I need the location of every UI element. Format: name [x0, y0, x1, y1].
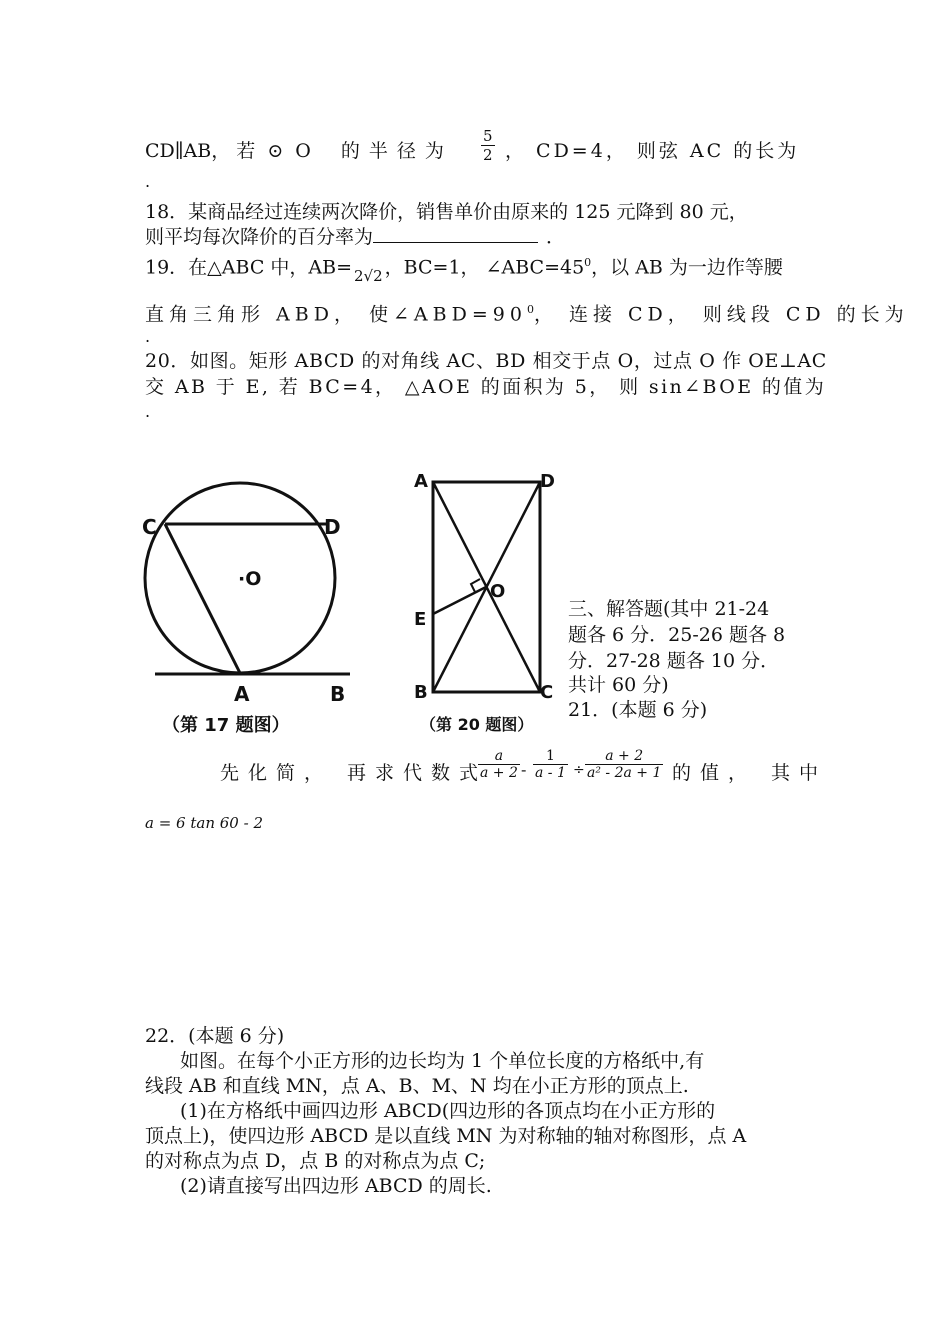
q21-f3-num: a + 2 — [585, 748, 663, 765]
q21-fraction-3 — [585, 748, 663, 781]
q17-end: . — [145, 172, 151, 191]
q18-text: 则平均每次降价的百分率为 — [145, 226, 374, 248]
fig17-point-a: A — [234, 682, 250, 706]
q21-divide: ÷ — [573, 762, 585, 778]
q19-part-a: 19．在△ABC 中，AB= — [145, 256, 353, 279]
q21-value: a = 6 tan 60 - 2 — [145, 814, 263, 832]
fig20-point-d: D — [540, 471, 555, 492]
fig20-caption: （第 20 题图） — [420, 715, 534, 734]
q22-p2-line1: (1)在方格纸中画四边形 ABCD(四边形的各顶点均在小正方形的 — [180, 1100, 716, 1122]
q17-radius-fraction — [481, 127, 495, 164]
q20-line2: 交 AB 于 E, 若 BC=4， △AOE 的面积为 5， 则 sin∠BOE 的值为 — [145, 376, 827, 398]
q22-p3: (2)请直接写出四边形 ABCD 的周长. — [180, 1175, 492, 1197]
q22-p1-line1: 如图。在每个小正方形的边长均为 1 个单位长度的方格纸中,有 — [180, 1050, 705, 1072]
fig20-point-o: O — [490, 581, 506, 602]
q19-degree-2: 0 — [526, 303, 534, 316]
section3-line1: 三、解答题(其中 21-24 — [568, 598, 770, 620]
q21-title: 21．(本题 6 分) — [568, 699, 708, 721]
q21-f2-num: 1 — [533, 748, 568, 765]
q17-line — [145, 138, 453, 164]
q17-radius-numerator: 5 — [483, 127, 493, 145]
q19-line1 — [145, 250, 783, 286]
q17-prefix: CD∥AB， 若 — [145, 140, 256, 162]
section3-line3: 分．27-28 题各 10 分． — [568, 650, 780, 672]
fig20-point-b: B — [414, 682, 428, 703]
section3-line2: 题各 6 分．25-26 题各 8 — [568, 624, 786, 646]
fig17-caption: （第 17 题图） — [162, 715, 290, 736]
fig17-point-d: D — [324, 515, 341, 539]
fig20-point-a: A — [414, 471, 428, 492]
figure-20 — [408, 468, 568, 744]
q17-mid: 的半径为 — [340, 140, 453, 162]
q19-ab-value: 2√2 — [354, 267, 383, 286]
q21-f1-num: a — [478, 748, 520, 765]
q20-end: . — [145, 402, 151, 421]
q21-outro: 的值， 其中 — [672, 762, 828, 784]
q18-line2 — [145, 224, 565, 250]
q19-part-c: ，以 AB 为一边作等腰 — [591, 256, 783, 279]
q21-minus: - — [521, 760, 527, 779]
q19-degree: 0 — [584, 256, 592, 269]
q18-answer-blank — [373, 224, 538, 243]
fig17-chord-ca — [165, 524, 240, 673]
figure-17 — [140, 478, 370, 748]
q19-line2-b: ， 连接 CD， 则线段 CD 的长为 — [533, 303, 909, 326]
fig17-point-b: B — [330, 682, 346, 706]
q20-line1: 20．如图。矩形 ABCD 的对角线 AC、BD 相交于点 O，过点 O 作 OE⊥AC — [145, 350, 827, 372]
q21-fraction-2 — [533, 748, 568, 781]
q17-suffix: ， CD=4， 则弦 AC 的长为 — [505, 140, 800, 162]
q22-title: 22．(本题 6 分) — [145, 1025, 285, 1047]
section3-line4: 共计 60 分) — [568, 674, 669, 696]
q18-end: ． — [546, 226, 566, 248]
fig17-point-c: C — [142, 515, 157, 539]
q19-end: . — [145, 327, 151, 346]
q22-p2-line3: 的对称点为点 D，点 B 的对称点为点 C; — [145, 1150, 486, 1172]
q21-intro: 先化简， 再求代数式 — [220, 762, 488, 784]
fig17-point-o: ·O — [238, 568, 262, 590]
q19-line2 — [145, 297, 909, 327]
q22-p2-line2: 顶点上)，使四边形 ABCD 是以直线 MN 为对称轴的轴对称图形，点 A — [145, 1125, 747, 1147]
q22-p1-line2: 线段 AB 和直线 MN，点 A、B、M、N 均在小正方形的顶点上. — [145, 1075, 689, 1097]
fig20-point-e: E — [414, 609, 427, 630]
circle-symbol: ⊙ — [267, 140, 284, 162]
q21-fraction-1 — [478, 748, 520, 781]
q18-line1: 18．某商品经过连续两次降价，销售单价由原来的 125 元降到 80 元， — [145, 201, 748, 223]
fig20-point-c: C — [540, 682, 554, 703]
circle-center-label: O — [295, 140, 311, 162]
q21-f3-den: a² - 2a + 1 — [587, 765, 662, 781]
q21-f2-den: a - 1 — [535, 765, 566, 781]
q19-line2-a: 直角三角形 ABD， 使∠ABD=90 — [145, 303, 527, 326]
q17-radius-denominator: 2 — [483, 146, 493, 164]
fig20-segment-oe — [433, 587, 486, 614]
q21-f1-den: a + 2 — [480, 765, 518, 781]
q19-part-b: ，BC=1， ∠ABC=45 — [384, 256, 585, 279]
